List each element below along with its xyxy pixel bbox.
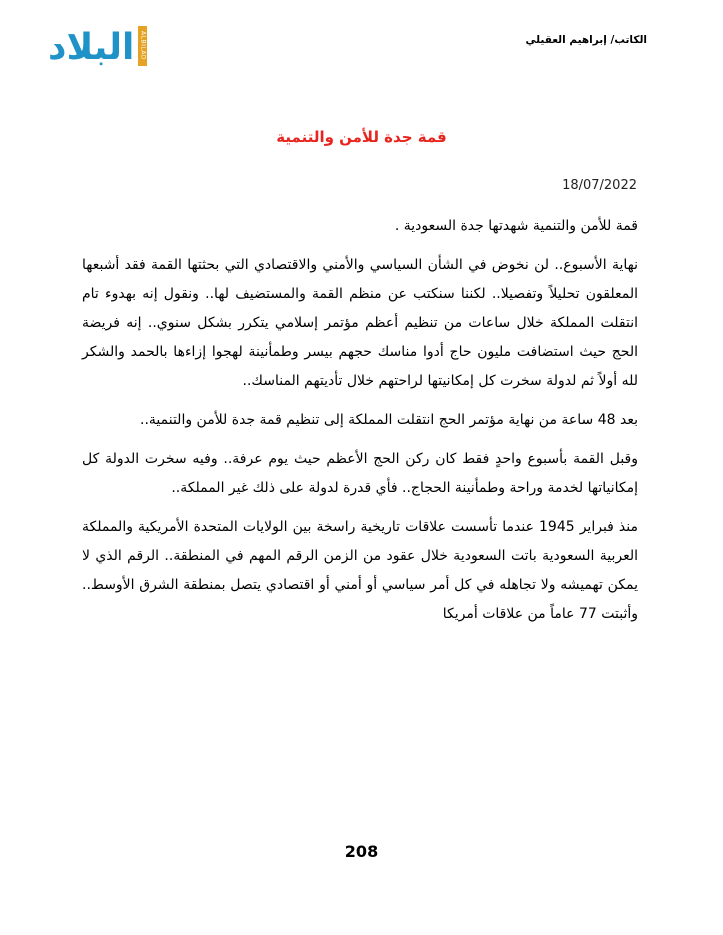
paragraph: منذ فبراير 1945 عندما تأسست علاقات تاريخية راسخة بين الولايات المتحدة الأمريكية والمملكة العربية السعودية باتت السعودية خلال عقود من الزمن الرقم المهم في المنطقة.. الرقم الذي لا يمكن تهميشه ولا تجاهله في كل أمر سياسي أو أمني أو اقتصادي يتصل بمنطقة الشرق الأوسط.. وأثبتت 77 عاماً من علاقات أمريكا xyxy=(82,519,639,622)
author-byline: الكاتب/ إبراهيم العقيلي xyxy=(525,34,647,46)
article-date: 18/07/2022 xyxy=(562,178,637,193)
logo-wordmark: البلاد xyxy=(48,27,135,68)
page-number: 208 xyxy=(344,842,379,861)
article-body xyxy=(82,212,638,639)
article-title: قمة جدة للأمن والتنمية xyxy=(276,128,447,146)
paragraph: بعد 48 ساعة من نهاية مؤتمر الحج انتقلت المملكة إلى تنظيم قمة جدة للأمن والتنمية.. xyxy=(140,412,638,428)
logo-side-strip xyxy=(138,26,147,66)
paragraph: نهاية الأسبوع.. لن نخوض في الشأن السياسي والأمني والاقتصادي التي بحثتها القمة فقد أشبعها المعلقون تحليلاً وتفصيلا.. لكننا سنكتب عن منظم القمة والمستضيف لها.. ونقول إنه بهدوء تام انتقلت المملكة خلال ساعات من تنظيم أعظم مؤتمر إسلامي يتكرر بشكل سنوي.. إنه فريضة الحج حيث استضافت مليون حاج أدوا مناسك حجهم بيسر وطمأنينة لهجوا إزاءها بالحمد والشكر لله أولاً ثم لدولة سخرت كل إمكانيتها لراحتهم خلال تأديتهم المناسك.. xyxy=(82,257,638,389)
logo-side-text: ALBILAD xyxy=(139,31,147,61)
paragraph: قمة للأمن والتنمية شهدتها جدة السعودية . xyxy=(394,218,638,234)
paragraph: وقبل القمة بأسبوع واحدٍ فقط كان ركن الحج الأعظم حيث يوم عرفة.. وفيه سخرت الدولة كل إمكانياتها لخدمة وراحة وطمأنينة الحجاج.. فأي قدرة لدولة على ذلك غير المملكة.. xyxy=(82,451,638,496)
albilad-logo xyxy=(48,20,174,66)
